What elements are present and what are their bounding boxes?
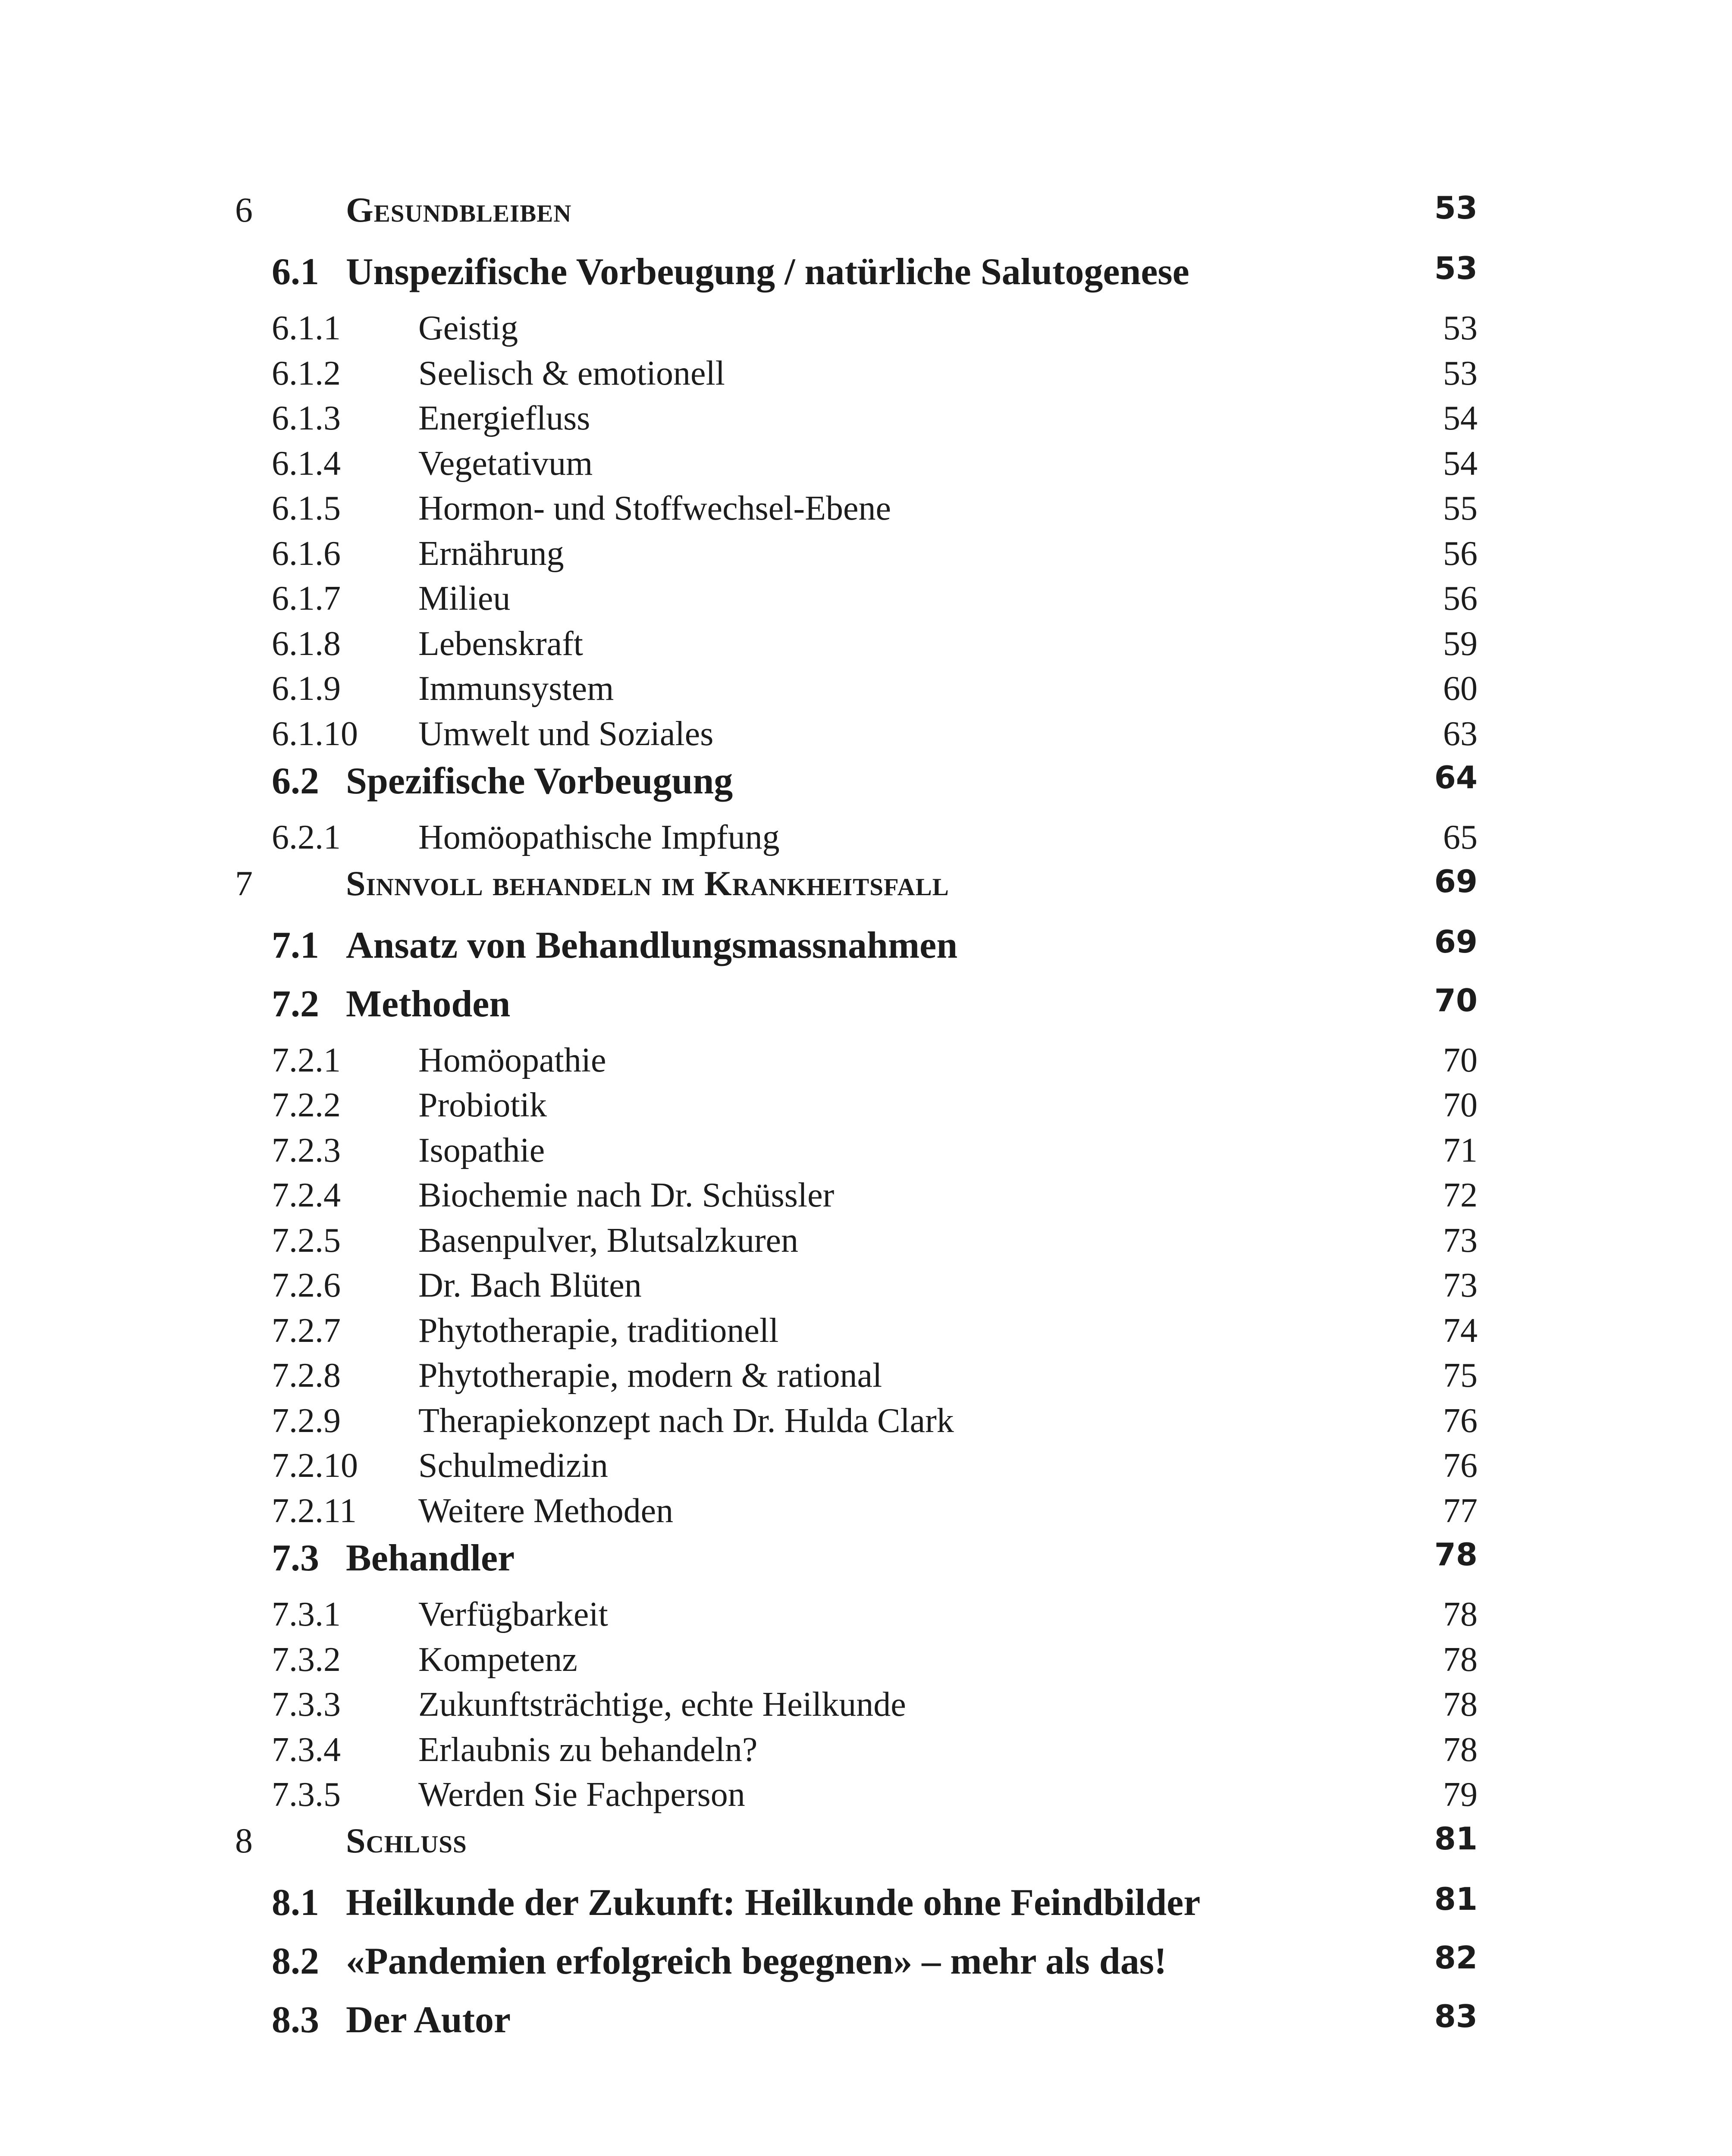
- toc-entry-title: Geistig: [418, 309, 518, 347]
- toc-entry-number: 6.1.4: [272, 445, 341, 483]
- toc-entry-title: Therapiekonzept nach Dr. Hulda Clark: [418, 1402, 954, 1440]
- toc-entry-title: Verfügbarkeit: [418, 1595, 608, 1633]
- toc-entry-page-number: 53: [1443, 309, 1478, 347]
- toc-entry-page-number: 63: [1443, 715, 1478, 753]
- toc-entry-number: 7.3.2: [272, 1641, 341, 1679]
- toc-entry-number: 6.2.1: [272, 818, 341, 856]
- toc-entry-title: «Pandemien erfolgreich begegnen» – mehr als das!: [346, 1940, 1167, 1982]
- toc-entry-number: 6.1.7: [272, 580, 341, 617]
- toc-entry-page-number: 65: [1443, 818, 1478, 856]
- toc-entry-page-number: 79: [1443, 1776, 1478, 1814]
- toc-entry-page-number: 69: [1434, 924, 1478, 960]
- toc-entry-page-number: 77: [1443, 1492, 1478, 1530]
- toc-entry-title: Methoden: [346, 983, 511, 1025]
- toc-entry-number: 6.1.2: [272, 354, 341, 392]
- toc-entry-number: 7.2: [272, 983, 319, 1025]
- toc-entry-title: Hormon- und Stoffwechsel-Ebene: [418, 489, 891, 527]
- toc-entry-page-number: 59: [1443, 625, 1478, 663]
- toc-entry-number: 6.1.3: [272, 399, 341, 437]
- toc-entry-number: 7.2.3: [272, 1131, 341, 1169]
- toc-entry-number: 6.1.8: [272, 625, 341, 663]
- toc-entry-page-number: 53: [1434, 250, 1478, 286]
- toc-entry-title: Probiotik: [418, 1086, 547, 1124]
- toc-entry-page-number: 55: [1443, 489, 1478, 527]
- toc-entry-title: Energiefluss: [418, 399, 590, 437]
- toc-entry-title: Weitere Methoden: [418, 1492, 674, 1530]
- toc-entry-number: 6.1.9: [272, 670, 341, 708]
- toc-entry-number: 7.3.1: [272, 1595, 341, 1633]
- toc-entry-title: Vegetativum: [418, 445, 593, 483]
- toc-entry-number: 8.2: [272, 1940, 319, 1982]
- toc-entry-title: Isopathie: [418, 1131, 545, 1169]
- toc-entry-title: Schulmedizin: [418, 1447, 608, 1485]
- toc-entry-page-number: 56: [1443, 535, 1478, 573]
- toc-entry-number: 7.2.9: [272, 1402, 341, 1440]
- toc-entry-page-number: 83: [1434, 1998, 1478, 2034]
- toc-entry-page-number: 71: [1443, 1131, 1478, 1169]
- toc-entry-page-number: 81: [1434, 1881, 1478, 1917]
- toc-entry-page-number: 78: [1443, 1641, 1478, 1679]
- toc-entry-title: Milieu: [418, 580, 511, 617]
- toc-entry-number: 7.2.4: [272, 1176, 341, 1214]
- toc-entry-title: Ernährung: [418, 535, 564, 573]
- toc-entry-page-number: 81: [1434, 1821, 1478, 1857]
- toc-entry-number: 7.3: [272, 1537, 319, 1579]
- toc-entry-title: Kompetenz: [418, 1641, 577, 1679]
- toc-entry-number: 6.1: [272, 251, 319, 293]
- toc-entry-title: Homöopathische Impfung: [418, 818, 780, 856]
- toc-entry-title: Der Autor: [346, 1999, 511, 2041]
- toc-entry-number: 7.2.11: [272, 1492, 357, 1530]
- toc-entry-number: 7.3.4: [272, 1731, 341, 1769]
- toc-entry-page-number: 60: [1443, 670, 1478, 708]
- toc-entry-page-number: 78: [1434, 1536, 1478, 1573]
- toc-entry-number: 6.1.10: [272, 715, 358, 753]
- toc-entry-title: Heilkunde der Zukunft: Heilkunde ohne Feindbilder: [346, 1882, 1201, 1924]
- toc-entry-page-number: 82: [1434, 1940, 1478, 1976]
- toc-entry-number: 7.2.7: [272, 1312, 341, 1350]
- toc-entry-page-number: 53: [1443, 354, 1478, 392]
- toc-entry-page-number: 70: [1443, 1086, 1478, 1124]
- toc-entry-page-number: 56: [1443, 580, 1478, 617]
- toc-entry-title: Werden Sie Fachperson: [418, 1776, 745, 1814]
- toc-entry-title: Spezifische Vorbeugung: [346, 760, 733, 802]
- toc-entry-number: 7.1: [272, 924, 319, 966]
- toc-entry-page-number: 54: [1443, 399, 1478, 437]
- toc-entry-title: Seelisch & emotionell: [418, 354, 725, 392]
- toc-entry-title: Gesundbleiben: [346, 190, 572, 229]
- toc-entry-title: Schluss: [346, 1821, 467, 1860]
- toc-entry-page-number: 64: [1434, 759, 1478, 796]
- toc-entry-number: 8.1: [272, 1882, 319, 1924]
- toc-entry-page-number: 74: [1443, 1312, 1478, 1350]
- toc-entry-title: Phytotherapie, traditionell: [418, 1312, 779, 1350]
- toc-entry-page-number: 73: [1443, 1222, 1478, 1260]
- toc-entry-number: 7.2.5: [272, 1222, 341, 1260]
- toc-entry-number: 6.1.1: [272, 309, 341, 347]
- toc-entry-title: Phytotherapie, modern & rational: [418, 1357, 882, 1395]
- toc-entry-title: Lebenskraft: [418, 625, 584, 663]
- toc-entry-number: 7.3.3: [272, 1686, 341, 1724]
- toc-entry-page-number: 78: [1443, 1731, 1478, 1769]
- toc-entry-page-number: 54: [1443, 445, 1478, 483]
- toc-entry-page-number: 78: [1443, 1595, 1478, 1633]
- toc-entry-number: 7.2.2: [272, 1086, 341, 1124]
- toc-entry-page-number: 70: [1434, 982, 1478, 1018]
- toc-entry-number: 8.3: [272, 1999, 319, 2041]
- toc-entry-page-number: 75: [1443, 1357, 1478, 1395]
- toc-entry-title: Homöopathie: [418, 1041, 606, 1079]
- toc-entry-page-number: 78: [1443, 1686, 1478, 1724]
- toc-entry-title: Zukunftsträchtige, echte Heilkunde: [418, 1686, 906, 1724]
- toc-entry-number: 7.3.5: [272, 1776, 341, 1814]
- toc-entry-page-number: 73: [1443, 1266, 1478, 1304]
- toc-entry-number: 7.2.1: [272, 1041, 341, 1079]
- toc-entry-number: 6.1.6: [272, 535, 341, 573]
- toc-entry-title: Biochemie nach Dr. Schüssler: [418, 1176, 835, 1214]
- toc-entry-title: Umwelt und Soziales: [418, 715, 714, 753]
- toc-entry-title: Ansatz von Behandlungsmassnahmen: [346, 924, 958, 966]
- toc-entry-title: Erlaubnis zu behandeln?: [418, 1731, 758, 1769]
- toc-entry-number: 8: [235, 1821, 253, 1860]
- toc-entry-page-number: 76: [1443, 1402, 1478, 1440]
- toc-entry-number: 7.2.8: [272, 1357, 341, 1395]
- toc-entry-title: Immunsystem: [418, 670, 614, 708]
- toc-entry-number: 6: [235, 190, 253, 229]
- toc-entry-title: Basenpulver, Blutsalzkuren: [418, 1222, 799, 1260]
- toc-entry-number: 6.1.5: [272, 489, 341, 527]
- toc-entry-number: 7.2.6: [272, 1266, 341, 1304]
- toc-entry-title: Sinnvoll behandeln im Krankheitsfall: [346, 864, 949, 903]
- toc-entry-page-number: 72: [1443, 1176, 1478, 1214]
- toc-entry-page-number: 69: [1434, 863, 1478, 899]
- toc-entry-page-number: 70: [1443, 1041, 1478, 1079]
- toc-entry-number: 7.2.10: [272, 1447, 358, 1485]
- toc-entry-page-number: 53: [1434, 190, 1478, 226]
- toc-entry-title: Behandler: [346, 1537, 515, 1579]
- toc-entry-title: Dr. Bach Blüten: [418, 1266, 642, 1304]
- toc-entry-number: 7: [235, 864, 253, 903]
- toc-entry-page-number: 76: [1443, 1447, 1478, 1485]
- toc-entry-number: 6.2: [272, 760, 319, 802]
- toc-entry-title: Unspezifische Vorbeugung / natürliche Salutogenese: [346, 251, 1189, 293]
